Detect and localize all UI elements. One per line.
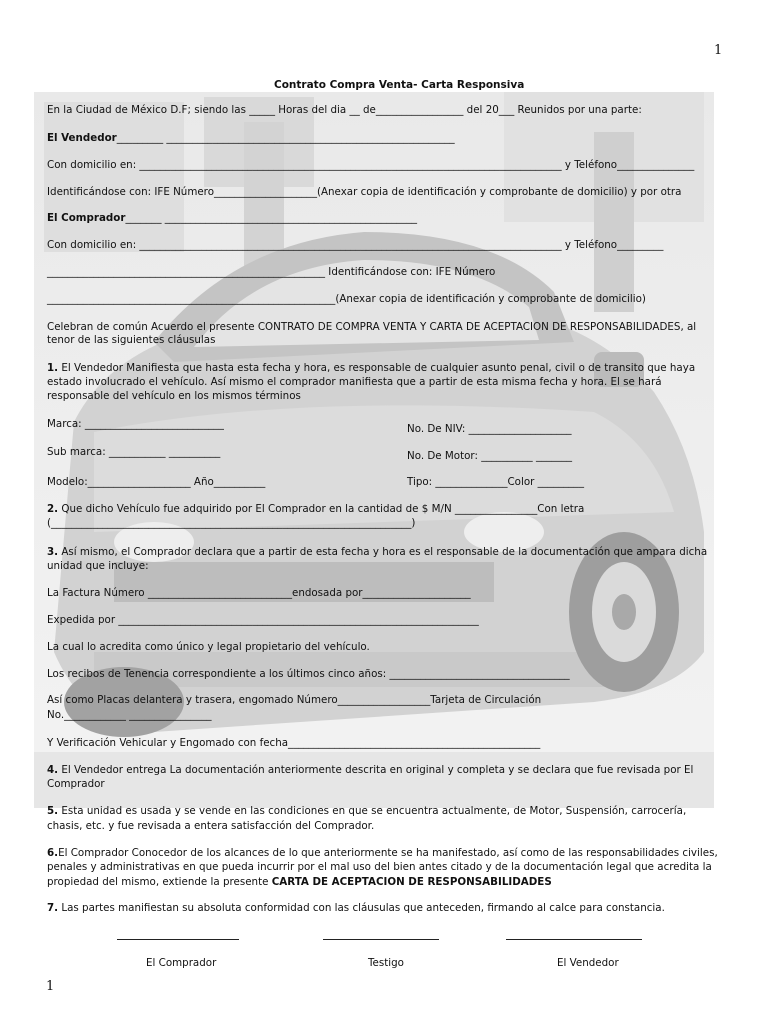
comprador-anexar-line: ________________________________________________________(Anexar copia de identificación y comprobante de domicilio): [47, 293, 646, 305]
clause-5-line-2: chasis, etc. y fue revisada a entera satisfacción del Comprador.: [47, 820, 375, 832]
clause-3-text-a: Así mismo, el Comprador declara que a partir de esta fecha y hora es el responsable de la documentación que ampara dicha: [58, 546, 708, 558]
clause-6-line-3: [47, 876, 552, 889]
niv-field: No. De NIV: ____________________: [407, 423, 572, 435]
modelo-field: Modelo:____________________ Año__________: [47, 476, 266, 488]
circulacion-number-field: No.____________ ________________: [47, 709, 212, 721]
clause-4-line-2: Comprador: [47, 778, 105, 790]
vendedor-line: [47, 132, 455, 145]
clause-2-line-1: [47, 503, 584, 516]
testigo-signature-line: [323, 939, 439, 940]
clause-2-number: 2.: [47, 503, 59, 515]
placas-field: Así como Placas delantera y trasera, engomado Número__________________Tarjeta de Circulación: [47, 694, 542, 706]
vendedor-ife-line: Identificándose con: IFE Número____________________(Anexar copia de identificación y comprobante de domicilio) y por otra: [47, 186, 682, 198]
vendedor-blank: _________ ________________________________________________________: [116, 132, 455, 144]
clause-2-line-2: (______________________________________________________________________): [47, 517, 416, 529]
vendedor-label: El Vendedor: [47, 132, 117, 144]
vendedor-signature-label: El Vendedor: [557, 957, 619, 969]
clause-6-number: 6.: [47, 847, 59, 859]
vendedor-domicilio-line: Con domicilio en: __________________________________________________________________________________ y Teléfono_______________: [47, 159, 695, 171]
document-title: Contrato Compra Venta- Carta Responsiva: [274, 79, 525, 91]
vendedor-signature-line: [506, 939, 642, 940]
clause-7-number: 7.: [47, 902, 59, 914]
clause-5-line-1: [47, 805, 686, 818]
testigo-signature-label: Testigo: [368, 957, 404, 969]
tenencia-field: Los recibos de Tenencia correspondiente a los últimos cinco años: ___________________________________: [47, 668, 570, 680]
submarca-field: Sub marca: ___________ __________: [47, 446, 221, 458]
clause-3-line-1: [47, 546, 707, 559]
intro-line: En la Ciudad de México D.F; siendo las _____ Horas del dia __ de_________________ del 20___ Reunidos por una parte:: [47, 104, 642, 116]
page-number-bottom: 1: [46, 979, 55, 994]
clause-1-number: 1.: [47, 362, 59, 374]
clause-6-text-c: propiedad del mismo, extiende la presente: [47, 876, 272, 888]
marca-field: Marca: ___________________________: [47, 418, 224, 430]
motor-field: No. De Motor: __________ _______: [407, 450, 573, 462]
clause-3-number: 3.: [47, 546, 59, 558]
clause-6-line-2: penales y administrativas en que pueda incurrir por el mal uso del bien antes citado y de la documentación legal que acredita la: [47, 861, 712, 873]
clause-6-line-1: [47, 847, 718, 860]
clause-7-text-a: Las partes manifiestan su absoluta conformidad con las cláusulas que anteceden, firmando al calce para constancia.: [58, 902, 665, 914]
factura-field: La Factura Número ____________________________endosada por_____________________: [47, 587, 471, 599]
clause-5-text-a: Esta unidad es usada y se vende en las condiciones en que se encuentra actualmente, de Motor, Suspensión, carrocería,: [58, 805, 687, 817]
clause-5-number: 5.: [47, 805, 59, 817]
acredita-line: La cual lo acredita como único y legal propietario del vehículo.: [47, 641, 370, 653]
page-number-top: 1: [714, 43, 723, 58]
verificacion-field: Y Verificación Vehicular y Engomado con fecha_________________________________________________: [47, 737, 541, 749]
expedida-field: Expedida por ______________________________________________________________________: [47, 614, 479, 626]
acuerdo-line-1: Celebran de común Acuerdo el presente CONTRATO DE COMPRA VENTA Y CARTA DE ACEPTACION DE RESPONSABILIDADES, al: [47, 321, 697, 333]
clause-7-line: [47, 902, 665, 915]
clause-1-text-a: El Vendedor Manifiesta que hasta esta fecha y hora, es responsable de cualquier asunto penal, civil o de transito que haya: [58, 362, 696, 374]
comprador-signature-label: El Comprador: [146, 957, 217, 969]
clause-1-line-2: estado involucrado el vehículo. Así mismo el comprador manifiesta que a partir de esta misma fecha y hora. El se hará: [47, 376, 662, 388]
clause-4-text-a: El Vendedor entrega La documentación anteriormente descrita en original y completa y se declara que fue revisada por El: [58, 764, 694, 776]
clause-4-number: 4.: [47, 764, 59, 776]
clause-2-text-a: Que dicho Vehículo fue adquirido por El Comprador en la cantidad de $ M/N ________________Con letra: [58, 503, 585, 515]
clause-1-line-1: [47, 362, 695, 375]
acuerdo-line-2: tenor de las siguientes cláusulas: [47, 334, 216, 346]
clause-3-line-2: unidad que incluye:: [47, 560, 149, 572]
comprador-ife-line: ______________________________________________________ Identificándose con: IFE Número: [47, 266, 496, 278]
comprador-label: El Comprador: [47, 212, 126, 224]
comprador-line: [47, 212, 417, 225]
carta-aceptacion-title: CARTA DE ACEPTACION DE RESPONSABILIDADES: [271, 876, 552, 888]
comprador-domicilio-line: Con domicilio en: __________________________________________________________________________________ y Teléfono_________: [47, 239, 664, 251]
comprador-signature-line: [117, 939, 239, 940]
tipo-field: Tipo: ______________Color _________: [407, 476, 584, 488]
clause-6-text-a: El Comprador Conocedor de los alcances de lo que anteriormente se ha manifestado, así como de las responsabilidades civiles,: [58, 847, 718, 859]
clause-1-line-3: responsable del vehículo en los mismos términos: [47, 390, 301, 402]
comprador-blank: _______ _________________________________________________: [125, 212, 418, 224]
clause-4-line-1: [47, 764, 693, 777]
